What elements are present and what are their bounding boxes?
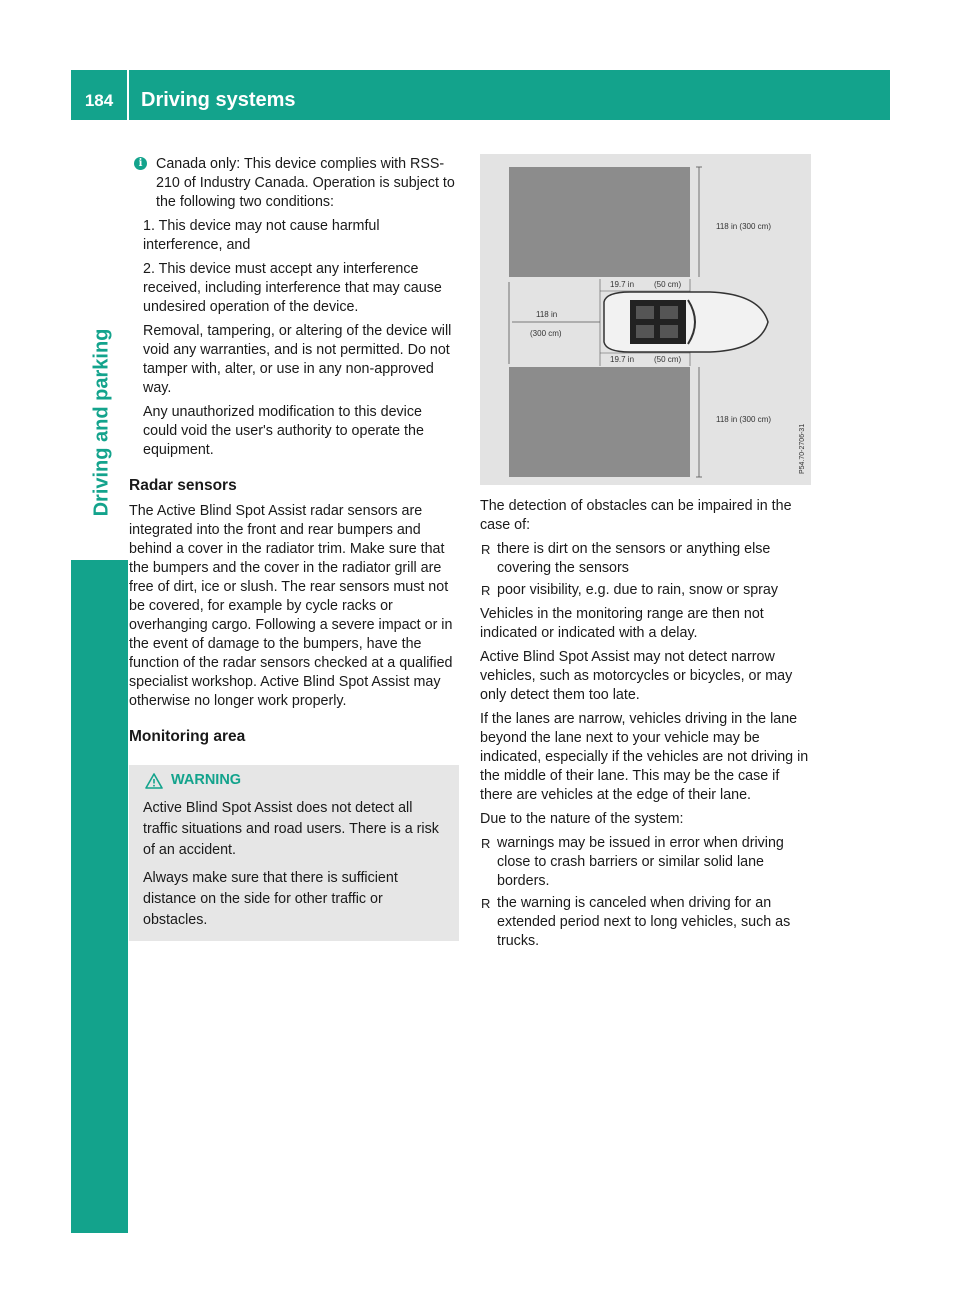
bullet-icon: R	[481, 542, 491, 557]
info-paragraph: Canada only: This device complies with RSS-210 of Industry Canada. Operation is subject to the following two conditions:	[156, 156, 455, 210]
radar-sensors-heading: Radar sensors	[129, 477, 237, 494]
section-title: Driving systems	[141, 89, 296, 111]
bullet-icon: R	[481, 583, 491, 598]
info-note	[129, 155, 459, 460]
diagram-figure-code: P54.70-2706-31	[799, 423, 806, 474]
bullet-icon: R	[481, 896, 491, 911]
intro-text: The detection of obstacles can be impaired in the case of:	[480, 498, 792, 533]
side-tab-marker	[71, 560, 128, 1233]
car-icon	[604, 292, 768, 352]
info-paragraph: 1. This device may not cause harmful interference, and	[143, 218, 380, 253]
warning-title: WARNING	[171, 772, 242, 788]
bullet-icon: R	[481, 836, 491, 851]
info-paragraph: Removal, tampering, or altering of the device will void any warranties, and is not permitted. Do not tamper with, alter, or use in any non-approved way.	[143, 323, 452, 396]
monitoring-zone-top	[509, 167, 690, 277]
diagram-label-rear-in: 118 in	[536, 310, 558, 319]
bullet-list-impairments	[480, 540, 813, 600]
monitoring-area-heading: Monitoring area	[129, 728, 246, 745]
left-column	[129, 155, 459, 941]
right-column	[480, 497, 813, 956]
side-tab-label-wrap	[86, 302, 118, 542]
body-paragraph: Due to the nature of the system:	[480, 811, 684, 827]
info-indent	[129, 217, 459, 460]
warning-triangle-icon	[145, 773, 163, 789]
list-item-text: warnings may be issued in error when driving close to crash barriers or similar solid lane borders.	[497, 835, 784, 889]
diagram-label-bottom-gap-cm: (50 cm)	[654, 355, 682, 364]
diagram-label-top-gap: 19.7 in	[610, 280, 635, 289]
list-item	[480, 540, 813, 578]
info-paragraph: 2. This device must accept any interference received, including interference that may cause undesired operation of the device.	[143, 261, 442, 315]
body-paragraph: Vehicles in the monitoring range are then not indicated or indicated with a delay.	[480, 606, 764, 641]
warning-paragraph: Active Blind Spot Assist does not detect all traffic situations and road users. There is a risk of an accident.	[143, 800, 439, 858]
page-number: 184	[84, 91, 114, 110]
diagram-label-bottom-length: 118 in (300 cm)	[716, 415, 771, 424]
monitoring-area-diagram	[480, 154, 811, 485]
list-item	[480, 581, 813, 600]
side-tab-label: Driving and parking	[90, 328, 113, 516]
info-line	[129, 155, 459, 217]
info-paragraph: Any unauthorized modification to this device could void the user's authority to operate the equipment.	[143, 404, 424, 458]
warning-box	[129, 765, 459, 941]
warning-header	[143, 771, 449, 790]
bullet-list-system	[480, 834, 813, 951]
list-item	[480, 834, 813, 891]
info-icon: i	[134, 157, 147, 170]
header-divider	[127, 70, 129, 120]
list-item	[480, 894, 813, 951]
monitoring-zone-bottom	[509, 367, 690, 477]
list-item-text: poor visibility, e.g. due to rain, snow or spray	[497, 582, 779, 598]
list-item-text: the warning is canceled when driving for an extended period next to long vehicles, such as trucks.	[497, 895, 791, 949]
diagram-label-rear-cm: (300 cm)	[530, 329, 562, 338]
body-paragraph: Active Blind Spot Assist may not detect narrow vehicles, such as motorcycles or bicycles, or may only detect them too late.	[480, 649, 793, 703]
body-paragraph: If the lanes are narrow, vehicles driving in the lane beyond the lane next to your vehicle may be indicated, especially if the vehicles are not driving in the middle of their lane. This may be the case if there are vehicles at the edge of their lane.	[480, 711, 809, 803]
diagram-label-top-length: 118 in (300 cm)	[716, 222, 771, 231]
warning-paragraph: Always make sure that there is sufficient distance on the side for other traffic or obstacles.	[143, 870, 398, 928]
list-item-text: there is dirt on the sensors or anything else covering the sensors	[497, 541, 771, 576]
radar-sensors-text: The Active Blind Spot Assist radar sensors are integrated into the front and rear bumpers and behind a cover in the radiator trim. Make sure that the bumpers and the cover in the radiator grill are free of dirt, ice or slush. The rear sensors must not be covered, for example by cycle racks or overhanging cargo. Following a severe impact or in the event of damage to the bumpers, have the function of the radar sensors checked at a qualified specialist workshop. Active Blind Spot Assist may otherwise no longer work properly.	[129, 503, 453, 709]
diagram-label-bottom-gap: 19.7 in	[610, 355, 635, 364]
side-tab	[71, 130, 128, 1233]
diagram-label-top-gap-cm: (50 cm)	[654, 280, 682, 289]
